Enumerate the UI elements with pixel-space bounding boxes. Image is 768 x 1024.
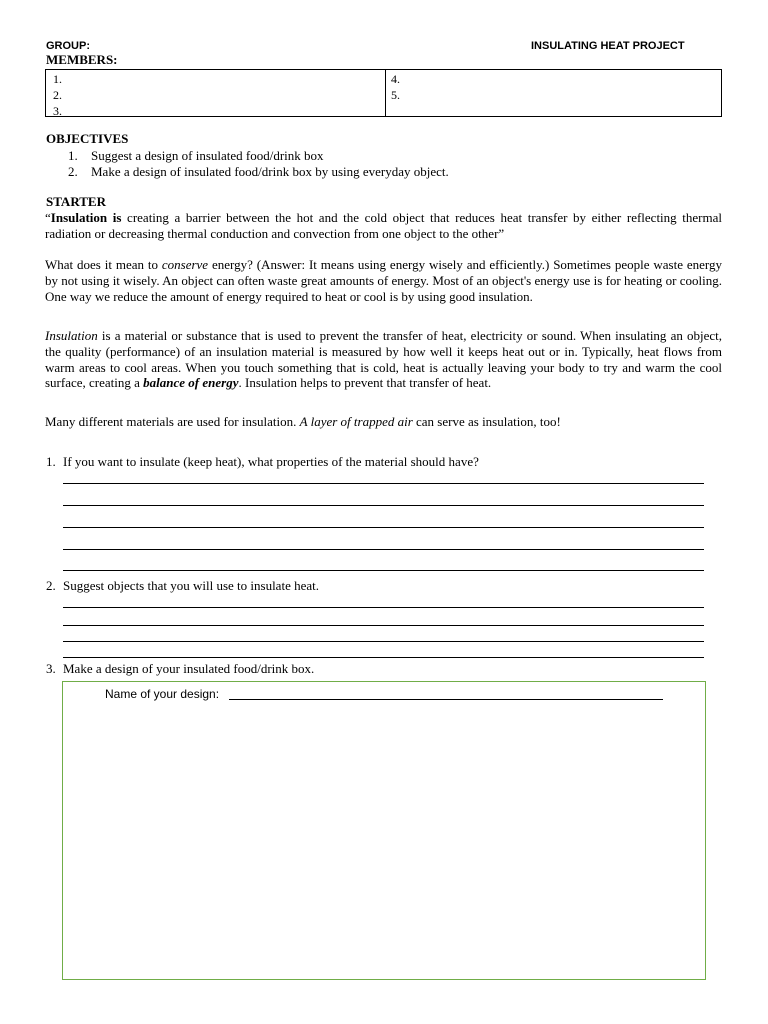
answer-line[interactable] (63, 607, 704, 608)
objective-item: 1. Suggest a design of insulated food/drink box (68, 148, 324, 163)
group-label: GROUP: (46, 40, 90, 52)
members-table (45, 69, 722, 117)
question-3: 3. Make a design of your insulated food/drink box. (46, 661, 315, 676)
answer-line[interactable] (63, 657, 704, 658)
members-left-column (53, 71, 62, 119)
project-title: INSULATING HEAT PROJECT (531, 40, 685, 52)
objectives-list (68, 148, 449, 179)
member-slot-3[interactable]: 3. (53, 104, 62, 118)
member-slot-4[interactable]: 4. (391, 72, 400, 86)
answer-line[interactable] (63, 505, 704, 506)
question-2: 2. Suggest objects that you will use to insulate heat. (46, 578, 319, 593)
members-table-divider (385, 70, 386, 116)
member-slot-1[interactable]: 1. (53, 72, 62, 86)
question-1: 1. If you want to insulate (keep heat), what properties of the material should have? (46, 454, 479, 469)
starter-quote: “Insulation is creating a barrier between the hot and the cold object that reduces heat transfer by either reflecting thermal radiation or decreasing thermal conduction and convection from one object to the other” (45, 210, 722, 241)
answer-line[interactable] (63, 527, 704, 528)
design-name-line[interactable] (229, 699, 663, 700)
objective-item: 2. Make a design of insulated food/drink box by using everyday object. (68, 163, 449, 179)
answer-line[interactable] (63, 483, 704, 484)
design-drawing-area[interactable] (62, 681, 706, 980)
answer-line[interactable] (63, 570, 704, 571)
member-slot-5[interactable]: 5. (391, 88, 400, 102)
answer-line[interactable] (63, 641, 704, 642)
answer-line[interactable] (63, 625, 704, 626)
member-slot-2[interactable]: 2. (53, 88, 62, 102)
members-label: MEMBERS: (46, 52, 118, 67)
design-name-label: Name of your design: (105, 687, 220, 701)
members-right-column (391, 71, 400, 103)
materials-paragraph: Many different materials are used for insulation. A layer of trapped air can serve as insulation, too! (45, 414, 561, 429)
answer-line[interactable] (63, 549, 704, 550)
conserve-paragraph: What does it mean to conserve energy? (Answer: It means using energy wisely and efficiently.) Sometimes people waste energy by not using it wisely. An object can often waste great amounts of energy. Most of an object's energy use is for heating or cooling. One way we reduce the amount of energy required to heat or cool is by using good insulation. (45, 257, 722, 304)
insulation-paragraph: Insulation is a material or substance that is used to prevent the transfer of heat, electricity or sound. When insulating an object, the quality (performance) of an insulation material is measured by how well it keeps heat out or in. Typically, heat flows from warm areas to cool areas. When you touch something that is cold, heat is actually leaving your body to try and warm the cool surface, creating a balance of energy. Insulation helps to prevent that transfer of heat. (45, 328, 722, 391)
starter-heading: STARTER (46, 194, 106, 209)
objectives-heading: OBJECTIVES (46, 131, 129, 146)
